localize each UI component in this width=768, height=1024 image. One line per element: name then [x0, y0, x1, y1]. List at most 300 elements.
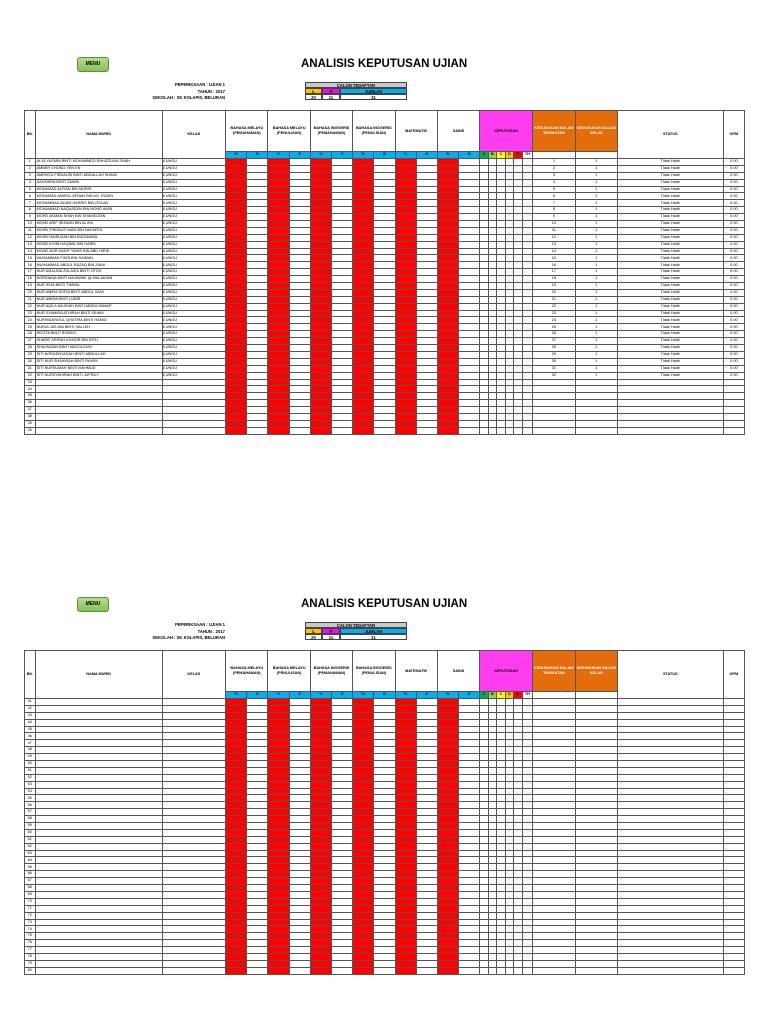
kelas-cell	[162, 823, 226, 830]
table-row[interactable]	[25, 754, 745, 761]
table-row[interactable]	[25, 905, 745, 912]
kedudukan-kelas-cell: 1	[575, 283, 617, 290]
table-row[interactable]	[25, 940, 745, 947]
keputusan-cell	[488, 816, 496, 823]
keputusan-cell	[488, 733, 496, 740]
grade-cell	[331, 836, 352, 843]
pct-cell	[437, 912, 458, 919]
table-row[interactable]	[25, 864, 745, 871]
table-row[interactable]	[25, 303, 745, 310]
student-name-cell: MOHD ARIF ISHWAN BIN ALIHIL	[35, 221, 162, 228]
pct-cell	[437, 221, 458, 228]
pct-cell	[437, 726, 458, 733]
kedudukan-kelas-cell: 1	[575, 214, 617, 221]
kedudukan-tingkatan-cell	[533, 747, 575, 754]
keputusan-cell	[522, 823, 533, 830]
keputusan-cell	[522, 919, 533, 926]
table-row[interactable]	[25, 338, 745, 345]
keputusan-cell	[505, 926, 513, 933]
student-name-cell: SITI NURSUMAH BINTI MAHMUD	[35, 365, 162, 372]
grade-cell	[331, 365, 352, 372]
table-row[interactable]	[25, 207, 745, 214]
grade-cell	[331, 207, 352, 214]
keputusan-cell	[488, 310, 496, 317]
header-bm-penulisan: BAHASA MELAYU (PENULISAN)	[268, 651, 310, 692]
gpm-cell: 0.00	[723, 276, 744, 283]
keputusan-cell	[522, 953, 533, 960]
keputusan-cell	[497, 179, 505, 186]
table-row[interactable]	[25, 393, 745, 400]
keputusan-cell	[480, 891, 488, 898]
table-row[interactable]	[25, 857, 745, 864]
status-cell: Tidak Hadir	[617, 358, 723, 365]
table-row[interactable]	[25, 878, 745, 885]
calon-l-label: L	[305, 88, 322, 94]
status-cell: Tidak Hadir	[617, 179, 723, 186]
table-row[interactable]	[25, 200, 745, 207]
table-row[interactable]	[25, 919, 745, 926]
grade-cell	[416, 262, 437, 269]
keputusan-cell	[488, 898, 496, 905]
grade-e-header: E	[514, 692, 522, 699]
grade-cell	[459, 193, 480, 200]
student-name-cell	[35, 726, 162, 733]
kedudukan-kelas-cell	[575, 719, 617, 726]
keputusan-cell	[514, 372, 522, 379]
table-row[interactable]	[25, 850, 745, 857]
keputusan-cell	[488, 705, 496, 712]
grade-cell	[459, 850, 480, 857]
table-row[interactable]	[25, 248, 745, 255]
pct-cell	[437, 227, 458, 234]
grade-cell	[331, 926, 352, 933]
table-row[interactable]	[25, 255, 745, 262]
table-row[interactable]	[25, 324, 745, 331]
table-row[interactable]	[25, 221, 745, 228]
student-name-cell	[35, 947, 162, 954]
table-row[interactable]	[25, 802, 745, 809]
grade-cell	[459, 400, 480, 407]
table-row[interactable]	[25, 843, 745, 850]
pct-cell	[395, 379, 416, 386]
kedudukan-kelas-cell	[575, 788, 617, 795]
grade-cell	[289, 712, 310, 719]
pct-cell	[310, 427, 331, 434]
keputusan-cell	[514, 172, 522, 179]
grade-cell	[416, 386, 437, 393]
pct-cell	[226, 351, 247, 358]
keputusan-cell	[522, 324, 533, 331]
pct-cell	[310, 940, 331, 947]
table-row[interactable]	[25, 947, 745, 954]
pct-cell	[437, 365, 458, 372]
pct-cell	[395, 809, 416, 816]
pct-cell	[268, 788, 289, 795]
grade-cell	[331, 878, 352, 885]
table-row[interactable]	[25, 379, 745, 386]
gpm-cell: 0.00	[723, 262, 744, 269]
pct-cell	[268, 207, 289, 214]
keputusan-cell	[514, 712, 522, 719]
keputusan-cell	[514, 795, 522, 802]
table-row[interactable]	[25, 193, 745, 200]
student-name-cell	[35, 774, 162, 781]
student-name-cell: AMIRATU FIRDAUSI BINTI ABDULLAH SHAMI	[35, 172, 162, 179]
table-row[interactable]	[25, 214, 745, 221]
table-row[interactable]	[25, 317, 745, 324]
pct-cell	[310, 747, 331, 754]
table-row[interactable]	[25, 276, 745, 283]
table-row[interactable]	[25, 809, 745, 816]
table-row[interactable]	[25, 871, 745, 878]
calon-p-label: P	[322, 628, 340, 634]
table-row[interactable]	[25, 400, 745, 407]
pct-cell	[310, 283, 331, 290]
keputusan-cell	[522, 767, 533, 774]
table-row[interactable]	[25, 296, 745, 303]
menu-button[interactable]: MENU	[77, 597, 109, 612]
keputusan-cell	[488, 726, 496, 733]
keputusan-cell	[522, 283, 533, 290]
table-row[interactable]	[25, 262, 745, 269]
keputusan-cell	[480, 289, 488, 296]
grade-cell	[247, 816, 268, 823]
keputusan-cell	[488, 953, 496, 960]
grade-cell	[331, 386, 352, 393]
grade-th-header: TH	[522, 692, 533, 699]
bil-cell: 64	[25, 857, 36, 864]
table-row[interactable]	[25, 740, 745, 747]
pct-cell	[226, 248, 247, 255]
kedudukan-tingkatan-cell	[533, 802, 575, 809]
table-row[interactable]	[25, 413, 745, 420]
table-row[interactable]	[25, 885, 745, 892]
pct-cell	[353, 871, 374, 878]
grade-cell	[247, 878, 268, 885]
gpm-cell: 0.00	[723, 351, 744, 358]
grade-cell	[374, 699, 395, 706]
pct-cell	[226, 255, 247, 262]
pct-cell	[395, 324, 416, 331]
status-cell	[617, 420, 723, 427]
grade-cell	[459, 427, 480, 434]
table-row[interactable]	[25, 767, 745, 774]
student-name-cell	[35, 712, 162, 719]
pct-cell	[310, 733, 331, 740]
table-row[interactable]	[25, 234, 745, 241]
table-row[interactable]	[25, 747, 745, 754]
grade-cell	[416, 165, 437, 172]
kedudukan-kelas-cell	[575, 802, 617, 809]
grade-cell	[247, 885, 268, 892]
kelas-cell: 6 UNGU	[162, 310, 226, 317]
kelas-cell	[162, 788, 226, 795]
pct-cell	[226, 767, 247, 774]
grade-cell	[374, 221, 395, 228]
table-row[interactable]	[25, 926, 745, 933]
grade-cell	[459, 947, 480, 954]
keputusan-cell	[497, 726, 505, 733]
grade-cell	[331, 338, 352, 345]
student-name-cell	[35, 699, 162, 706]
pct-cell	[310, 802, 331, 809]
grade-cell	[374, 172, 395, 179]
table-row[interactable]	[25, 823, 745, 830]
pct-cell	[226, 761, 247, 768]
grade-cell	[247, 905, 268, 912]
pct-cell	[226, 221, 247, 228]
student-name-cell	[35, 427, 162, 434]
gpm-cell	[723, 905, 744, 912]
table-row[interactable]	[25, 407, 745, 414]
table-row[interactable]	[25, 159, 745, 166]
keputusan-cell	[505, 967, 513, 974]
keputusan-cell	[522, 276, 533, 283]
results-table	[24, 110, 745, 435]
kedudukan-kelas-cell: 1	[575, 365, 617, 372]
grade-cell	[289, 912, 310, 919]
bil-cell: 57	[25, 809, 36, 816]
table-row[interactable]	[25, 241, 745, 248]
grade-cell	[247, 310, 268, 317]
grade-cell	[374, 241, 395, 248]
kelas-cell	[162, 850, 226, 857]
gpm-cell	[723, 788, 744, 795]
status-cell	[617, 940, 723, 947]
keputusan-cell	[497, 836, 505, 843]
table-row[interactable]	[25, 933, 745, 940]
table-row[interactable]	[25, 774, 745, 781]
kedudukan-kelas-cell: 1	[575, 248, 617, 255]
keputusan-cell	[480, 179, 488, 186]
table-row[interactable]	[25, 891, 745, 898]
grade-cell	[416, 303, 437, 310]
table-row[interactable]	[25, 781, 745, 788]
pct-cell	[437, 262, 458, 269]
keputusan-cell	[505, 420, 513, 427]
gpm-cell	[723, 740, 744, 747]
grade-cell	[459, 172, 480, 179]
kelas-cell	[162, 885, 226, 892]
student-name-cell: SITI NORADNYADAH BINTI ABDULLAH	[35, 351, 162, 358]
table-row[interactable]	[25, 967, 745, 974]
table-row[interactable]	[25, 761, 745, 768]
keputusan-cell	[497, 227, 505, 234]
table-row[interactable]	[25, 699, 745, 706]
gpm-cell: 0.00	[723, 159, 744, 166]
keputusan-cell	[497, 365, 505, 372]
grade-cell	[374, 283, 395, 290]
grade-cell	[331, 885, 352, 892]
table-row[interactable]	[25, 289, 745, 296]
student-name-cell	[35, 767, 162, 774]
pct-cell	[353, 774, 374, 781]
table-row[interactable]	[25, 420, 745, 427]
kelas-cell	[162, 864, 226, 871]
grade-cell	[289, 878, 310, 885]
pct-cell	[353, 850, 374, 857]
grade-cell	[331, 269, 352, 276]
table-row[interactable]	[25, 310, 745, 317]
bil-cell: 6	[25, 193, 36, 200]
grade-cell	[374, 420, 395, 427]
gpm-cell: 0.00	[723, 331, 744, 338]
student-name-cell: MUHAMMAD FIKRI BIN SAIMAN	[35, 255, 162, 262]
table-row[interactable]	[25, 712, 745, 719]
pct-cell	[437, 754, 458, 761]
bil-cell: 47	[25, 740, 36, 747]
grade-cell	[289, 193, 310, 200]
keputusan-cell	[522, 905, 533, 912]
grade-cell	[247, 836, 268, 843]
pct-cell	[310, 754, 331, 761]
grade-cell	[247, 186, 268, 193]
keputusan-cell	[488, 165, 496, 172]
keputusan-cell	[514, 393, 522, 400]
gpm-cell	[723, 726, 744, 733]
table-row[interactable]	[25, 726, 745, 733]
table-row[interactable]	[25, 365, 745, 372]
keputusan-cell	[497, 829, 505, 836]
status-cell	[617, 823, 723, 830]
keputusan-cell	[522, 420, 533, 427]
table-row[interactable]	[25, 179, 745, 186]
table-row[interactable]	[25, 829, 745, 836]
keputusan-cell	[514, 754, 522, 761]
table-row[interactable]	[25, 269, 745, 276]
grade-cell	[416, 843, 437, 850]
table-row[interactable]	[25, 386, 745, 393]
keputusan-cell	[488, 933, 496, 940]
student-name-cell	[35, 420, 162, 427]
kelas-cell: 6 UNGU	[162, 303, 226, 310]
grade-cell	[289, 303, 310, 310]
status-cell: Tidak Hadir	[617, 234, 723, 241]
table-row[interactable]	[25, 165, 745, 172]
kelas-cell	[162, 379, 226, 386]
keputusan-cell	[505, 891, 513, 898]
pct-cell	[437, 296, 458, 303]
pct-cell	[226, 165, 247, 172]
student-name-cell: NUR AMALINA ZULAIKA BINTI OTOH	[35, 269, 162, 276]
table-row[interactable]	[25, 186, 745, 193]
grade-cell	[374, 165, 395, 172]
keputusan-cell	[497, 919, 505, 926]
gpm-cell: 0.00	[723, 221, 744, 228]
grade-cell	[331, 200, 352, 207]
table-row[interactable]	[25, 795, 745, 802]
table-row[interactable]	[25, 372, 745, 379]
kedudukan-tingkatan-cell: 22	[533, 303, 575, 310]
table-row[interactable]	[25, 953, 745, 960]
menu-button[interactable]: MENU	[77, 57, 109, 72]
keputusan-cell	[522, 885, 533, 892]
kelas-cell: 6 UNGU	[162, 372, 226, 379]
table-row[interactable]	[25, 719, 745, 726]
pct-cell	[353, 885, 374, 892]
kedudukan-tingkatan-cell	[533, 960, 575, 967]
pct-cell	[310, 761, 331, 768]
gpm-cell	[723, 919, 744, 926]
grade-cell	[416, 372, 437, 379]
keputusan-cell	[488, 159, 496, 166]
keputusan-cell	[522, 850, 533, 857]
grade-cell	[289, 926, 310, 933]
keputusan-cell	[522, 227, 533, 234]
grade-cell	[331, 850, 352, 857]
table-row[interactable]	[25, 788, 745, 795]
table-row[interactable]	[25, 427, 745, 434]
header-kedudukan-kelas: KEDUDUKAN DALAM KELAS	[575, 111, 617, 152]
pct-cell	[437, 788, 458, 795]
table-row[interactable]	[25, 331, 745, 338]
kedudukan-tingkatan-cell	[533, 871, 575, 878]
table-row[interactable]	[25, 227, 745, 234]
table-row[interactable]	[25, 345, 745, 352]
table-row[interactable]	[25, 836, 745, 843]
student-name-cell: MOHD HAIRUZAN BIN BUDIAWAN	[35, 234, 162, 241]
keputusan-cell	[514, 221, 522, 228]
student-name-cell: NUR AQILA NAJIHAH BINTI ABDULSAMAP	[35, 303, 162, 310]
pct-cell	[268, 726, 289, 733]
grade-cell	[416, 227, 437, 234]
keputusan-cell	[488, 912, 496, 919]
pct-cell	[353, 933, 374, 940]
pct-cell	[268, 774, 289, 781]
keputusan-cell	[505, 303, 513, 310]
table-row[interactable]	[25, 358, 745, 365]
table-row[interactable]	[25, 733, 745, 740]
keputusan-cell	[497, 967, 505, 974]
grade-cell	[289, 289, 310, 296]
grade-cell	[247, 400, 268, 407]
status-cell	[617, 740, 723, 747]
pct-cell	[353, 269, 374, 276]
student-name-cell: MOHD FIRDAUS NAIM BIN NASUROL	[35, 227, 162, 234]
pct-cell	[226, 400, 247, 407]
kedudukan-kelas-cell	[575, 740, 617, 747]
kedudukan-kelas-cell	[575, 850, 617, 857]
kedudukan-kelas-cell	[575, 420, 617, 427]
keputusan-cell	[497, 740, 505, 747]
table-row[interactable]	[25, 898, 745, 905]
keputusan-cell	[497, 953, 505, 960]
table-row[interactable]	[25, 960, 745, 967]
pct-cell	[395, 960, 416, 967]
keputusan-cell	[505, 351, 513, 358]
student-name-cell: AMBER CHONG YEN EN	[35, 165, 162, 172]
keputusan-cell	[505, 269, 513, 276]
keputusan-cell	[514, 885, 522, 892]
grade-cell	[247, 269, 268, 276]
table-row[interactable]	[25, 172, 745, 179]
grade-cell	[416, 400, 437, 407]
grade-cell	[416, 733, 437, 740]
table-row[interactable]	[25, 912, 745, 919]
keputusan-cell	[488, 379, 496, 386]
table-row[interactable]	[25, 283, 745, 290]
pct-cell	[353, 940, 374, 947]
table-row[interactable]	[25, 351, 745, 358]
pct-cell	[353, 427, 374, 434]
table-row[interactable]	[25, 816, 745, 823]
table-row[interactable]	[25, 705, 745, 712]
keputusan-cell	[522, 310, 533, 317]
kedudukan-kelas-cell	[575, 960, 617, 967]
pct-cell	[353, 296, 374, 303]
pct-cell	[395, 400, 416, 407]
grade-cell	[331, 960, 352, 967]
